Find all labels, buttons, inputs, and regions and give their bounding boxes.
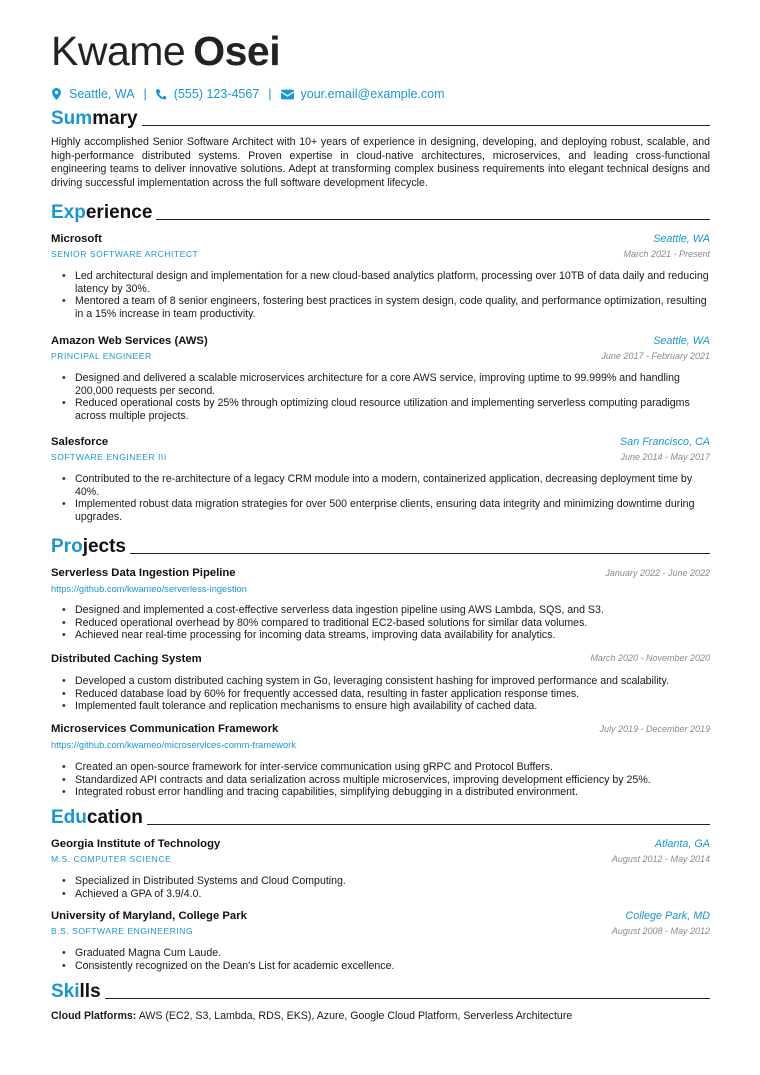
list-item: • Created an open-source framework for inter-service communication using gRPC and Protocol Buffers. [62, 761, 710, 774]
job-bullets [62, 372, 710, 422]
project-link[interactable]: https://github.com/kwameo/microservices-comm-framework [51, 740, 296, 750]
phone-text: (555) 123-4567 [173, 87, 260, 101]
contact-phone[interactable] [156, 85, 259, 103]
school-location: College Park, MD [625, 910, 710, 922]
skill-value: AWS (EC2, S3, Lambda, RDS, EKS), Azure, Google Cloud Platform, Serverless Architecture [136, 1010, 573, 1022]
list-item: • Developed a custom distributed caching system in Go, leveraging consistent hashing for improved performance and scalability. [62, 675, 710, 688]
section-title: Skills [51, 981, 101, 1002]
project-bullets [62, 604, 710, 642]
list-item: • Integrated robust error handling and tracing capabilities, simplifying debugging in a distributed environment. [62, 786, 710, 799]
job-location: Seattle, WA [653, 233, 710, 245]
project-name: Distributed Caching System [51, 653, 202, 665]
list-item: • Designed and implemented a cost-effective serverless data ingestion pipeline using AWS Lambda, SQS, and S3. [62, 604, 710, 617]
company-name: Salesforce [51, 436, 109, 448]
list-item: • Reduced operational overhead by 80% compared to traditional EC2-based solutions for similar data volumes. [62, 617, 710, 630]
education-bullets [62, 947, 710, 972]
school-location: Atlanta, GA [654, 838, 710, 850]
list-item: • Reduced operational costs by 25% through optimizing cloud resource utilization and implementing serverless computing paradigms across multiple projects. [62, 397, 710, 422]
skills-heading [51, 979, 710, 1003]
degree-title: B.S. SOFTWARE ENGINEERING [51, 926, 194, 936]
project-name: Serverless Data Ingestion Pipeline [51, 567, 236, 579]
first-name: Kwame [51, 28, 186, 74]
envelope-icon [281, 89, 294, 100]
skill-label: Cloud Platforms: [51, 1010, 137, 1022]
skill-row [51, 1009, 572, 1023]
job-bullets [62, 473, 710, 523]
job-location: San Francisco, CA [619, 436, 710, 448]
location-text: Seattle, WA [69, 87, 135, 101]
project-dates: March 2020 - November 2020 [590, 653, 710, 663]
job-title: SOFTWARE ENGINEER III [51, 452, 167, 462]
project-dates: January 2022 - June 2022 [605, 568, 710, 578]
section-rule [156, 219, 710, 220]
candidate-name [51, 28, 280, 74]
list-item: • Consistently recognized on the Dean's List for academic excellence. [62, 960, 710, 973]
list-item: • Specialized in Distributed Systems and Cloud Computing. [62, 875, 710, 888]
section-rule [130, 553, 710, 554]
list-item: • Implemented robust data migration strategies for over 500 enterprise clients, ensuring data integrity and minimizing downtime during upgrades. [62, 498, 710, 523]
project-bullets [62, 761, 710, 799]
job-dates: March 2021 - Present [623, 249, 710, 259]
contact-separator: | [143, 87, 147, 101]
section-title: Projects [51, 536, 126, 557]
job-dates: June 2017 - February 2021 [601, 351, 710, 361]
job-title: SENIOR SOFTWARE ARCHITECT [51, 249, 199, 259]
summary-text: Highly accomplished Senior Software Architect with 10+ years of experience in designing, developing, and deploying robust, scalable, and high-performance distributed systems. Proven expertise in cloud-native architectures, microservices, and leading cross-functional engineering teams to deliver innovative solutions. Adept at transforming complex business requirements into elegant technical designs and driving successful implementation across the full software development lifecycle. [51, 136, 710, 190]
experience-heading [51, 200, 710, 224]
contact-location [51, 85, 135, 103]
list-item: • Achieved a GPA of 3.9/4.0. [62, 888, 710, 901]
education-bullets [62, 875, 710, 900]
list-item: • Reduced database load by 60% for frequently accessed data, resulting in faster application response times. [62, 688, 710, 701]
school-dates: August 2008 - May 2012 [611, 926, 710, 936]
list-item: • Graduated Magna Cum Laude. [62, 947, 710, 960]
list-item: • Contributed to the re-architecture of a legacy CRM module into a modern, containerized application, decreasing deployment time by 40%. [62, 473, 710, 498]
list-item: • Mentored a team of 8 senior engineers, fostering best practices in system design, code quality, and performance optimization, resulting in a 15% increase in team productivity. [62, 295, 710, 320]
email-text: your.email@example.com [300, 87, 445, 101]
education-heading [51, 805, 710, 829]
company-name: Amazon Web Services (AWS) [51, 335, 208, 347]
contact-separator: | [268, 87, 272, 101]
job-dates: June 2014 - May 2017 [620, 452, 710, 462]
school-name: University of Maryland, College Park [51, 910, 247, 922]
project-bullets [62, 675, 710, 713]
list-item: • Led architectural design and implementation for a new cloud-based analytics platform, processing over 10TB of data daily and reducing latency by 30%. [62, 270, 710, 295]
job-location: Seattle, WA [653, 335, 710, 347]
contact-line [51, 85, 445, 103]
job-title: PRINCIPAL ENGINEER [51, 351, 152, 361]
school-dates: August 2012 - May 2014 [611, 854, 710, 864]
school-name: Georgia Institute of Technology [51, 838, 221, 850]
contact-email[interactable] [281, 85, 445, 103]
section-rule [142, 125, 710, 126]
company-name: Microsoft [51, 233, 102, 245]
section-rule [105, 998, 710, 999]
phone-icon [156, 88, 167, 100]
section-title: Summary [51, 108, 138, 129]
project-dates: July 2019 - December 2019 [599, 724, 710, 734]
list-item: • Designed and delivered a scalable microservices architecture for a core AWS service, improving uptime to 99.999% and handling 200,000 requests per second. [62, 372, 710, 397]
last-name: Osei [193, 28, 281, 74]
job-bullets [62, 270, 710, 320]
map-marker-icon [51, 88, 62, 100]
list-item: • Standardized API contracts and data serialization across multiple microservices, improving development efficiency by 25%. [62, 774, 710, 787]
list-item: • Implemented fault tolerance and replication mechanisms to ensure high availability of cached data. [62, 700, 710, 713]
project-name: Microservices Communication Framework [51, 723, 279, 735]
section-title: Education [51, 807, 143, 828]
project-link[interactable]: https://github.com/kwameo/serverless-ingestion [51, 584, 247, 594]
summary-heading [51, 106, 710, 130]
section-title: Experience [51, 202, 153, 223]
list-item: • Achieved near real-time processing for incoming data streams, improving data availability for analytics. [62, 629, 710, 642]
section-rule [147, 824, 710, 825]
projects-heading [51, 534, 710, 558]
degree-title: M.S. COMPUTER SCIENCE [51, 854, 172, 864]
